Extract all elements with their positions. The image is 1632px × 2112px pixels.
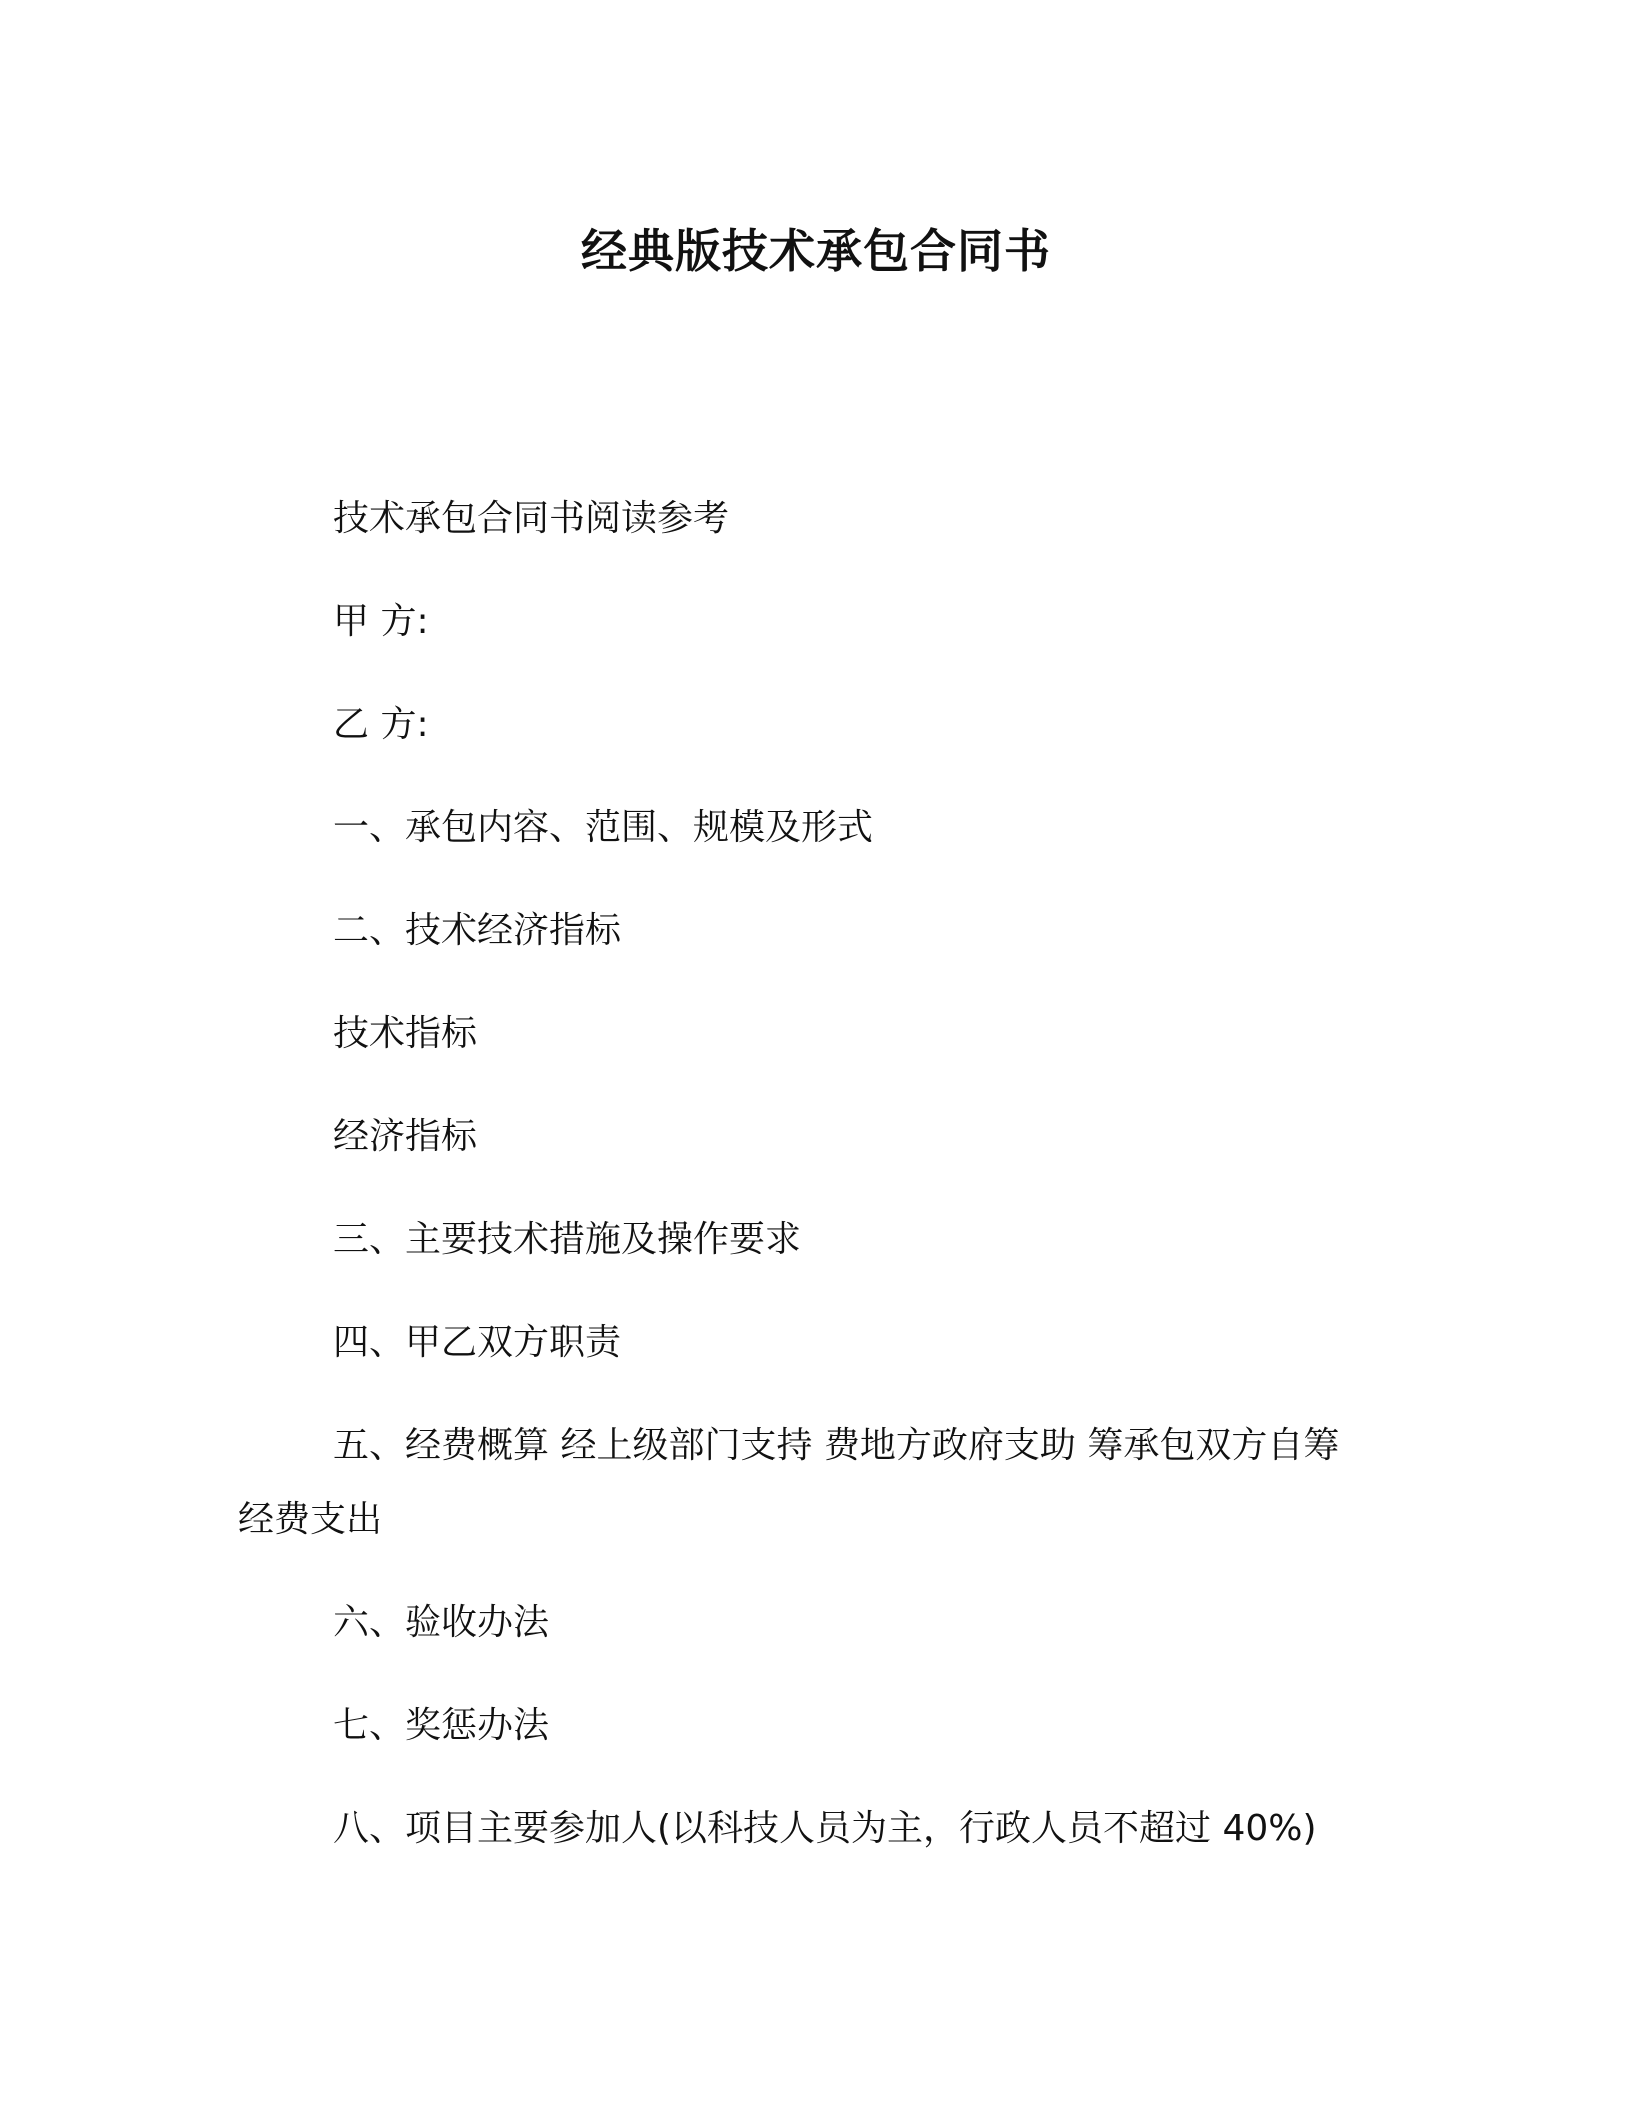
party-b-field: 乙 方: [333,704,429,745]
section-3-heading: 三、主要技术措施及操作要求 [333,1219,802,1260]
section-2-heading: 二、技术经济指标 [333,910,622,951]
section-1-heading: 一、承包内容、范围、规模及形式 [333,807,874,848]
section-4-heading: 四、甲乙双方职责 [333,1322,622,1363]
section-5-paragraph: 五、经费概算 经上级部门支持 费地方政府支助 筹承包双方自筹经费支出 [238,1425,1340,1540]
economic-indicators-label: 经济指标 [333,1116,478,1157]
party-a-field: 甲 方: [333,601,429,642]
document-title: 经典版技术承包合同书 [581,224,1051,278]
section-8-heading: 八、项目主要参加人(以科技人员为主，行政人员不超过 40%) [333,1808,1317,1849]
subtitle-reading-reference: 技术承包合同书阅读参考 [333,498,730,539]
section-7-heading: 七、奖惩办法 [333,1705,550,1746]
section-6-heading: 六、验收办法 [333,1602,550,1643]
technical-indicators-label: 技术指标 [333,1013,478,1054]
